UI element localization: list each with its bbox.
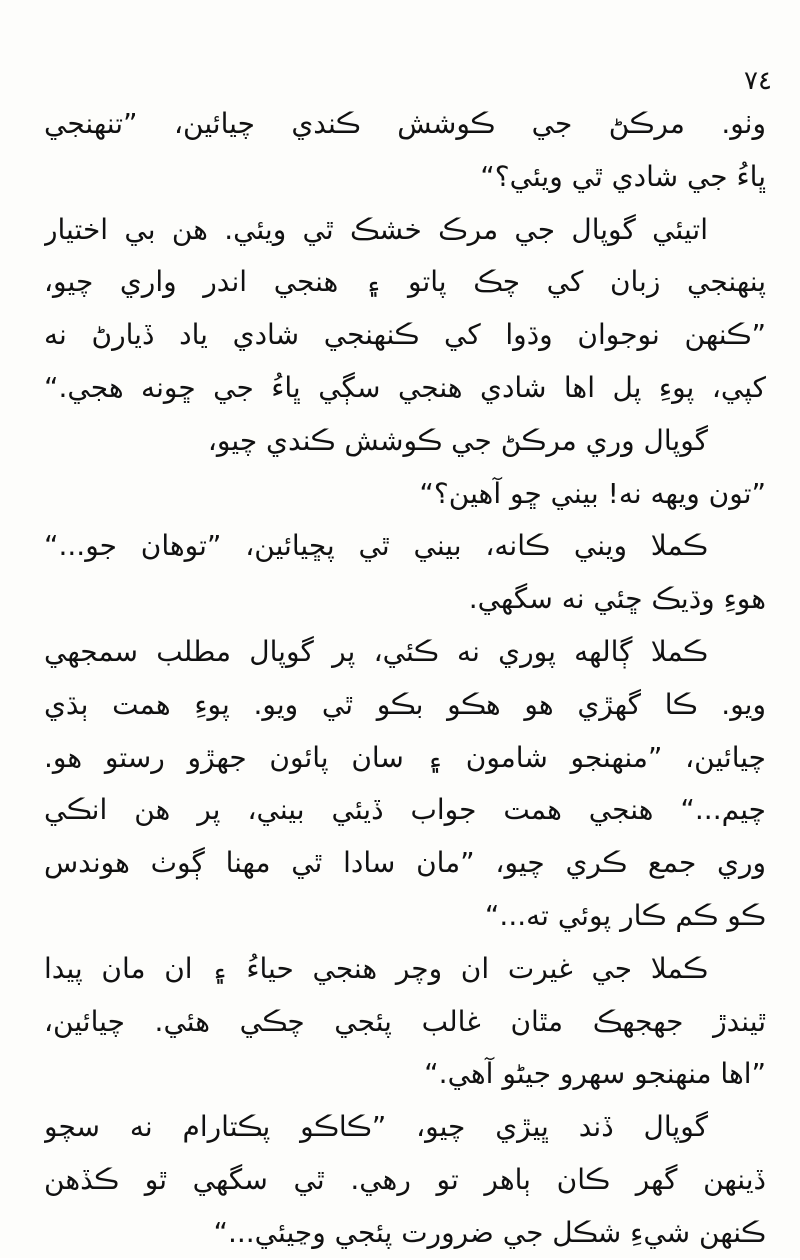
text-line: وري جمع ڪري چيو، ”مان سادا ٿي مهنا ڳوٺ هوندس [44, 846, 766, 880]
text-line: ڪملا ويني ڪانه، بيني ٿي پڇيائين، ”توهان جو...“ [44, 529, 708, 563]
text-line: ڪنهن شيءِ شڪل جي ضرورت پئجي وڃيئي...“ [213, 1215, 766, 1249]
text-line: ڪملا ڳالهه پوري نه ڪئي، پر گوپال مطلب سمجهي [44, 634, 708, 668]
text-line: ٿيندڙ جهجهڪ مٿان غالب پئجي چڪي هئي. چيائين، [44, 1004, 766, 1038]
text-line: وٺو. مرڪڻ جي ڪوشش ڪندي چيائين، ”تنهنجي [44, 107, 766, 140]
text-line: اتيئي گوپال جي مرڪ خشڪ ٿي ويئي. هن بي اختيار [44, 212, 708, 246]
text-line: پنهنجي زبان کي چڪ پاتو ۽ هنجي اندر واري چيو، [44, 265, 766, 299]
text-line: ڏينهن گهر ڪان ٻاهر تو رهي. ٿي سگهي ٿو ڪڏهن [44, 1162, 766, 1196]
text-line: گوپال وري مرڪڻ جي ڪوشش ڪندي چيو، [207, 423, 708, 457]
text-line: ويو. ڪا گهڙي هو هڪو بڪو ٿي ويو. پوءِ همت ٻڌي [44, 687, 766, 721]
text-line: هوءِ وڌيڪ ڇئي نه سگهي. [468, 582, 766, 616]
page-number: ٧٤ [744, 66, 772, 96]
text-line: ”تون ويهه نه! بيني ڇو آهين؟“ [419, 476, 766, 510]
text-line: ڀاءُ جي شادي ٿي ويئي؟“ [480, 159, 766, 193]
text-line: چيائين، ”منهنجو شامون ۽ سان پائون جهڙو رستو هو. [44, 740, 766, 774]
text-line: گوپال ڏند ڀيڙي چيو، ”ڪاڪو پڪتارام نه سچو [44, 1110, 708, 1144]
text-line: ڪملا جي غيرت ان وچر هنجي حياءُ ۽ ان مان پيدا [44, 951, 708, 985]
page-text-body [44, 98, 766, 1260]
text-line: ڪو ڪم ڪار پوئي ته...“ [484, 898, 766, 932]
text-line: کپي، پوءِ پل اها شادي هنجي سڳي ڀاءُ جي ڇونه هجي.“ [44, 370, 766, 404]
text-line: ”اها منهنجو سهرو جيڻو آهي.“ [424, 1057, 766, 1091]
text-line: چيم...“ هنجي همت جواب ڏيئي بيني، پر هن انڪي [44, 793, 766, 827]
text-line: ”ڪنهن نوجوان وڌوا کي ڪنهنجي شادي ياد ڏيارڻ نه [44, 318, 766, 352]
